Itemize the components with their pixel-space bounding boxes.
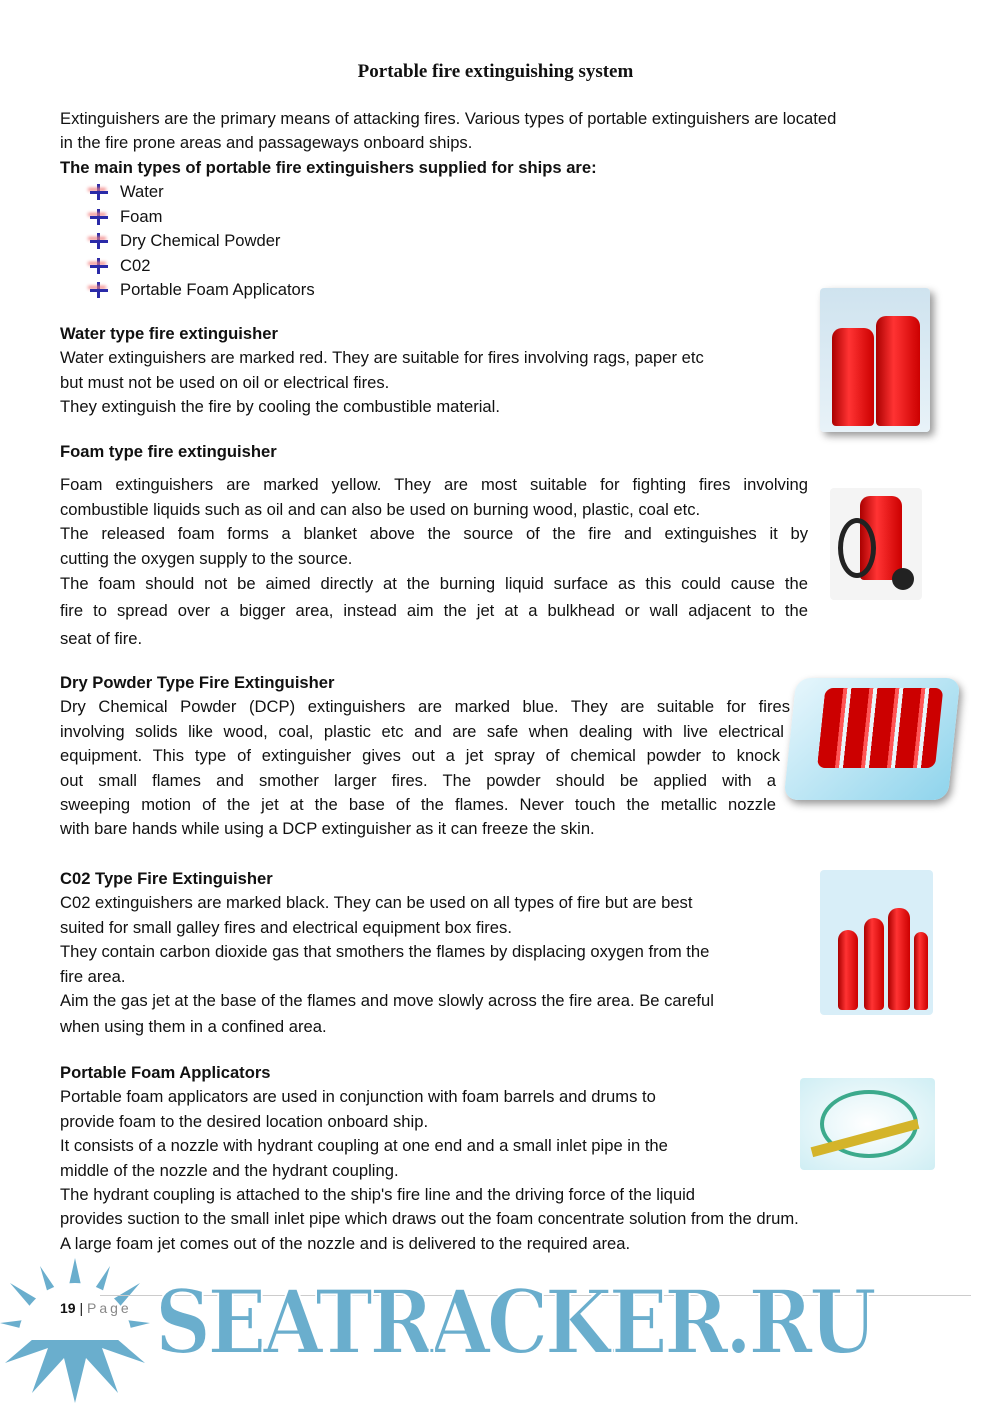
co2-extinguisher-image xyxy=(820,870,933,1015)
text-line: The hydrant coupling is attached to the ship's fire line and the driving force of the liquid xyxy=(60,1185,696,1205)
list-item-label: Dry Chemical Powder xyxy=(120,231,281,250)
page-title: Portable fire extinguishing system xyxy=(357,61,634,82)
bullet-icon xyxy=(90,282,108,298)
co2-section xyxy=(60,867,790,1041)
list-item xyxy=(90,229,315,254)
text-line: Extinguishers are the primary means of attacking fires. Various types of portable extinguishers are located xyxy=(60,109,837,128)
text-line: They contain carbon dioxide gas that smothers the flames by displacing oxygen from the xyxy=(60,942,710,962)
text-line: provides suction to the small inlet pipe which draws out the foam concentrate solution from the drum. xyxy=(60,1209,799,1229)
bullet-icon xyxy=(90,258,108,274)
text-line: provide foam to the desired location onboard ship. xyxy=(60,1111,429,1131)
section-heading: Dry Powder Type Fire Extinguisher xyxy=(60,673,335,692)
text-line: C02 extinguishers are marked black. They can be used on all types of fire but are best xyxy=(60,893,693,913)
text-line: but must not be used on oil or electrical fires. xyxy=(60,372,390,392)
dry-powder-extinguisher-image xyxy=(784,678,961,800)
section-heading: Foam type fire extinguisher xyxy=(60,442,277,461)
page-number xyxy=(60,1300,132,1316)
text-line: The foam should not be aimed directly at the burning liquid surface as this could cause the xyxy=(60,573,808,593)
water-section xyxy=(60,322,790,420)
text-line: Foam extinguishers are marked yellow. They are most suitable for fighting fires involving xyxy=(60,474,808,494)
intro-paragraph xyxy=(60,107,836,180)
list-item-label: C02 xyxy=(120,255,151,275)
text-line: seat of fire. xyxy=(60,628,143,648)
list-item-label: Foam xyxy=(120,206,163,226)
text-line: It consists of a nozzle with hydrant coupling at one end and a small inlet pipe in the xyxy=(60,1136,668,1156)
text-line: sweeping motion of the jet at the base of the flames. Never touch the metallic nozzle xyxy=(60,795,776,815)
text-line: when using them in a confined area. xyxy=(60,1017,327,1037)
foam-applicator-section xyxy=(60,1061,900,1256)
list-item xyxy=(90,254,315,279)
water-extinguisher-image xyxy=(820,288,930,432)
text-line: Water extinguishers are marked red. They are suitable for fires involving rags, paper etc xyxy=(60,348,704,368)
dry-powder-section xyxy=(60,671,790,842)
text-line: involving solids like wood, coal, plastic etc and are safe when dealing with live electrical xyxy=(60,721,784,741)
list-item xyxy=(90,205,315,230)
list-item-label: Portable Foam Applicators xyxy=(120,280,315,299)
text-line: They extinguish the fire by cooling the combustible material. xyxy=(60,397,500,417)
text-line: middle of the nozzle and the hydrant coupling. xyxy=(60,1160,399,1180)
list-item-label: Water xyxy=(120,182,164,201)
bullet-icon xyxy=(90,233,108,249)
text-line: fire to spread over a bigger area, instead aim the jet at a bulkhead or wall adjacent to the xyxy=(60,600,808,620)
bullet-icon xyxy=(90,184,108,200)
text-line: in the fire prone areas and passageways onboard ships. xyxy=(60,133,473,153)
page-separator: | xyxy=(75,1300,87,1316)
text-line: with bare hands while using a DCP extinguisher as it can freeze the skin. xyxy=(60,819,595,839)
text-line: out small flames and smother larger fires. The powder should be applied with a xyxy=(60,770,776,790)
watermark: SEATRACKER.RU xyxy=(155,1270,874,1374)
section-heading: Portable Foam Applicators xyxy=(60,1063,271,1082)
foam-extinguisher-image xyxy=(830,488,922,600)
text-line: The released foam forms a blanket above the source of the fire and extinguishes it by xyxy=(60,524,808,544)
section-heading: Water type fire extinguisher xyxy=(60,324,278,343)
text-line: combustible liquids such as oil and can also be used on burning wood, plastic, coal etc. xyxy=(60,499,701,519)
foam-section xyxy=(60,440,808,653)
bullet-icon xyxy=(90,209,108,225)
text-line: cutting the oxygen supply to the source. xyxy=(60,549,353,569)
types-list xyxy=(90,180,315,303)
text-line: A large foam jet comes out of the nozzle and is delivered to the required area. xyxy=(60,1233,631,1253)
section-heading: C02 Type Fire Extinguisher xyxy=(60,869,273,888)
page-label: Page xyxy=(87,1300,132,1316)
text-line: Dry Chemical Powder (DCP) extinguishers are marked blue. They are suitable for fires xyxy=(60,697,790,717)
list-item xyxy=(90,278,315,303)
text-line: fire area. xyxy=(60,966,126,986)
text-line: suited for small galley fires and electrical equipment box fires. xyxy=(60,917,512,937)
types-heading: The main types of portable fire extinguishers supplied for ships are: xyxy=(60,157,597,177)
foam-applicator-image xyxy=(800,1078,935,1170)
text-line: Aim the gas jet at the base of the flames and move slowly across the fire area. Be careful xyxy=(60,991,714,1011)
text-line: Portable foam applicators are used in conjunction with foam barrels and drums to xyxy=(60,1087,656,1107)
text-line: equipment. This type of extinguisher gives out a jet spray of chemical powder to knock xyxy=(60,746,780,766)
list-item xyxy=(90,180,315,205)
page-number-value: 19 xyxy=(60,1300,76,1316)
sunburst-logo-icon xyxy=(0,1258,150,1403)
